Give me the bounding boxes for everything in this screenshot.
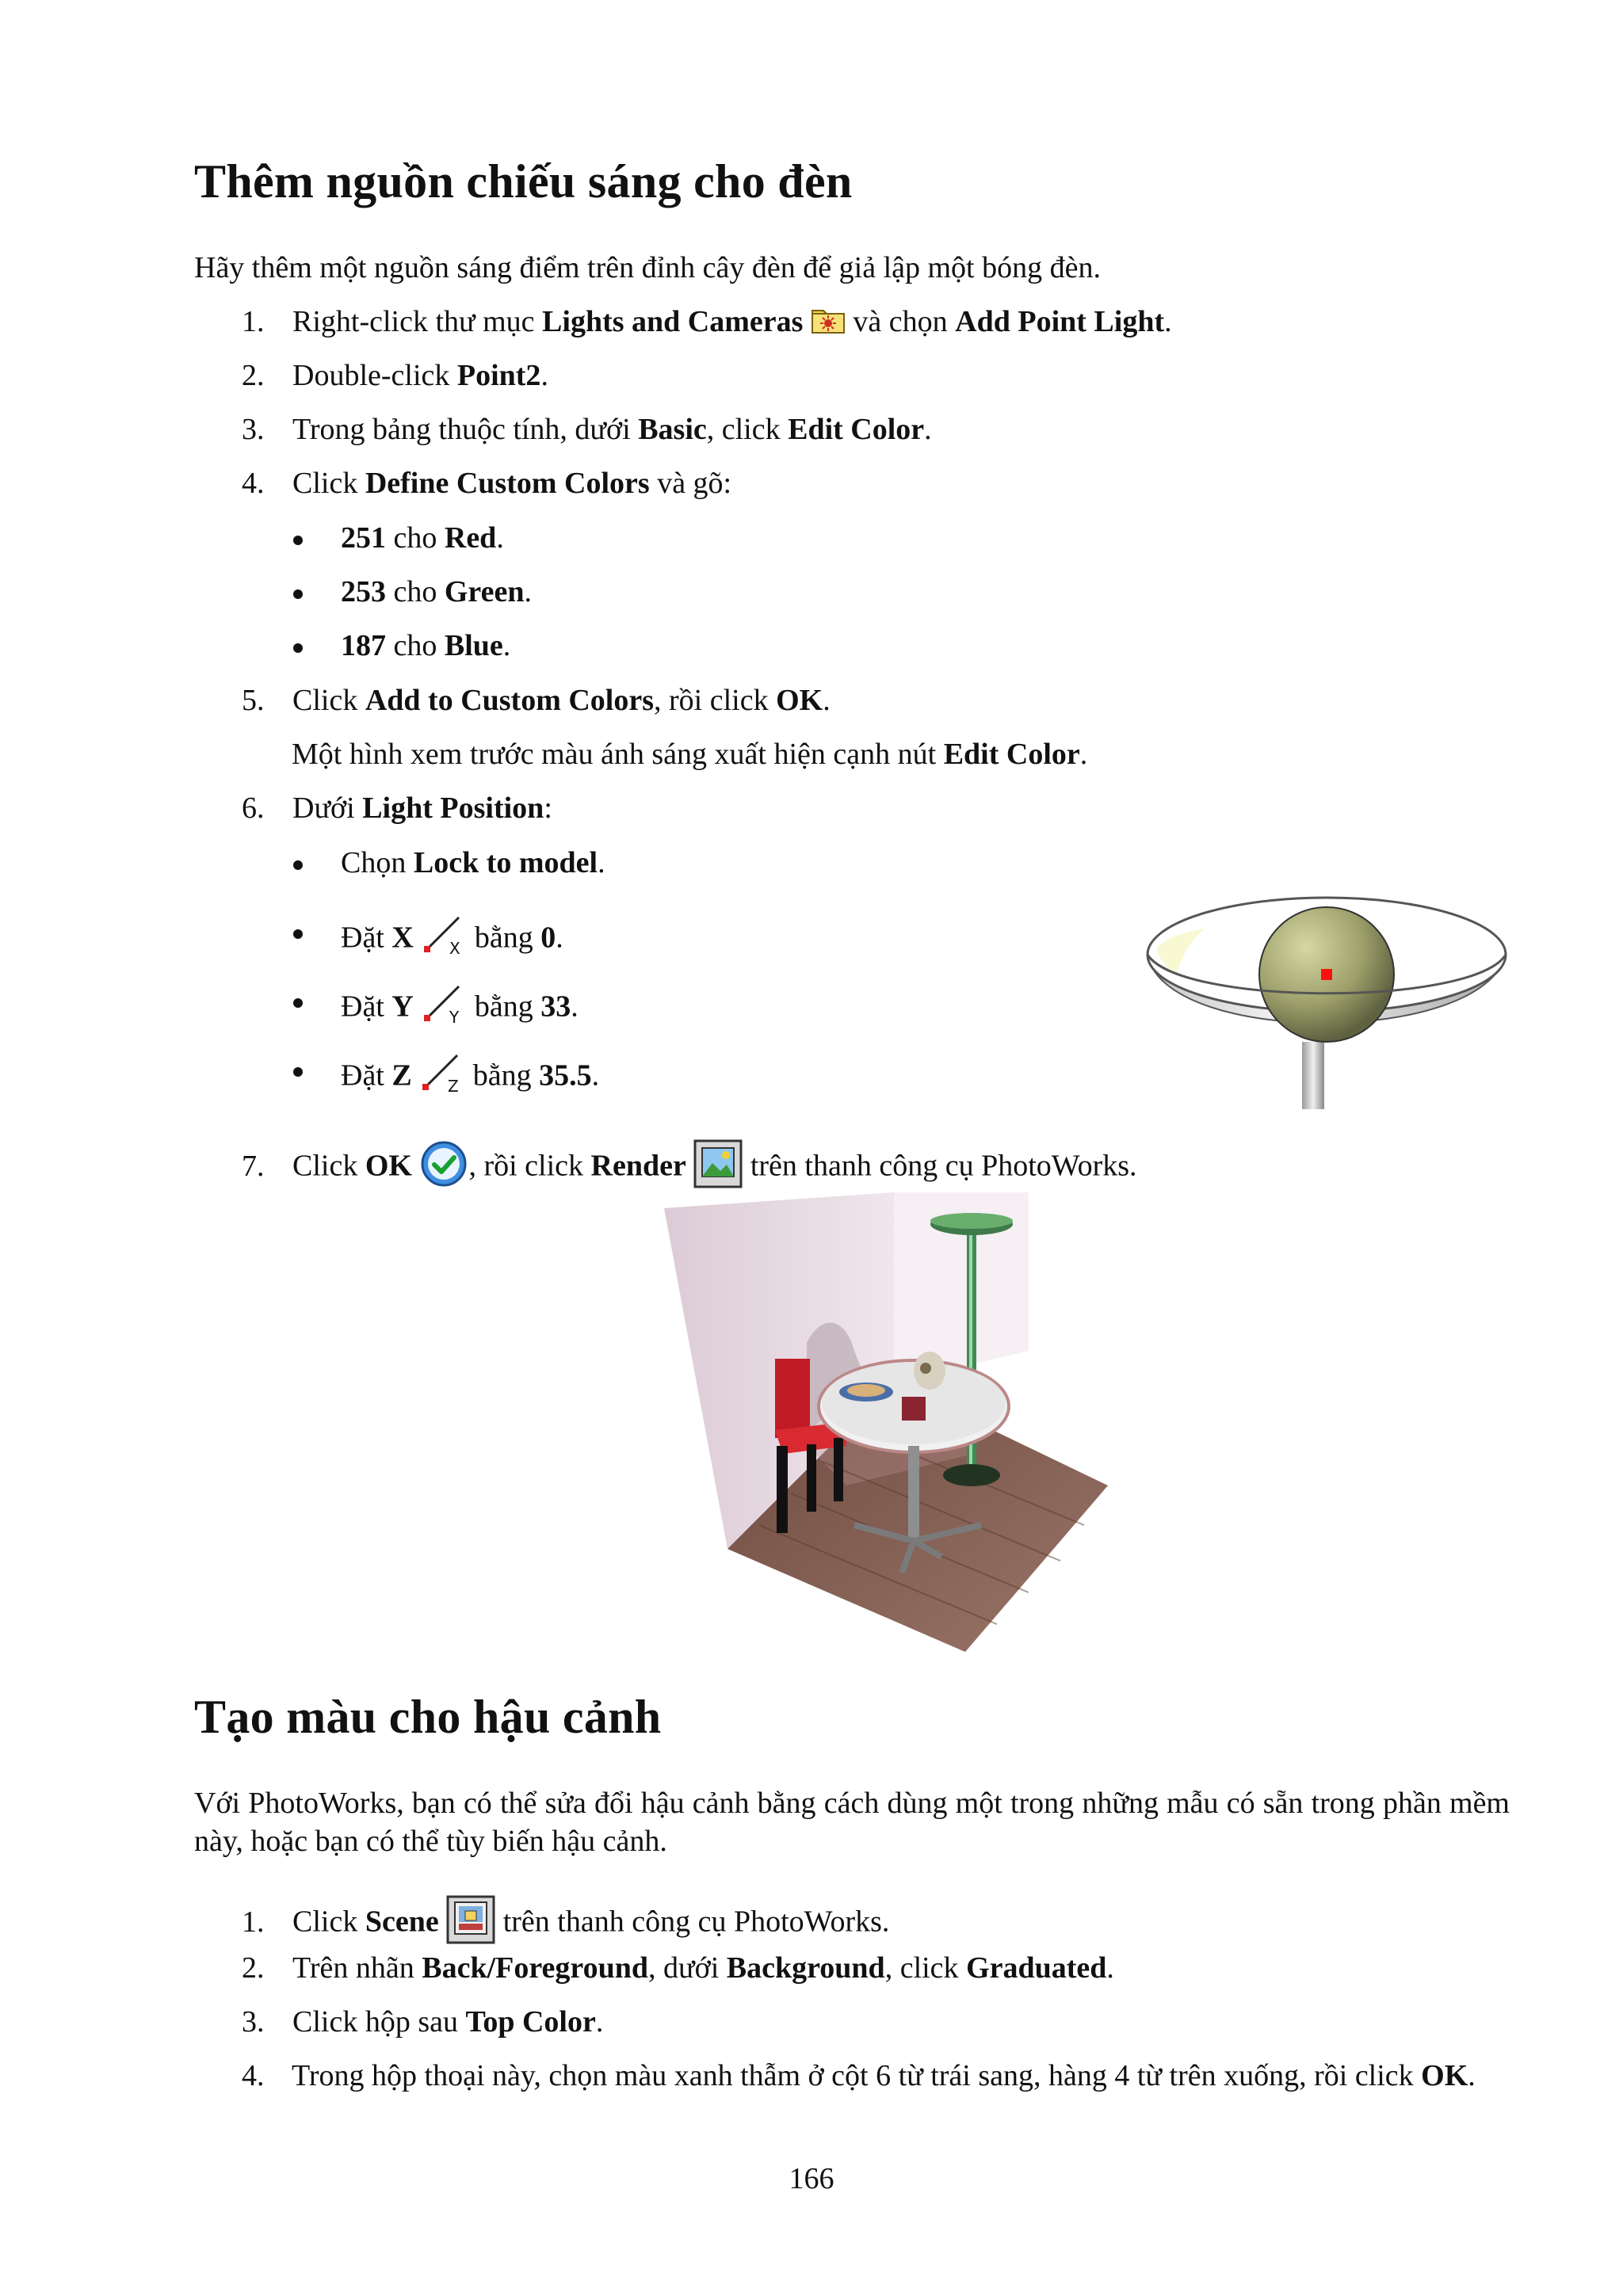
bullet-x-position: Đặt X X bằng 0. (341, 913, 563, 968)
svg-text:Y: Y (449, 1008, 460, 1027)
list-item-step-5: 5. Click Add to Custom Colors, rồi click OK. (242, 684, 831, 717)
list-item-step-7: 7. Click OK , rồi click Render trên thanh công cụ PhotoWorks. (242, 1139, 1137, 1198)
bullet-green-value: 253 cho Green. (341, 573, 532, 611)
list-item-step-2: 2. Double-click Point2. (242, 359, 548, 392)
list-item-step-6: 6. Dưới Light Position: (242, 791, 552, 825)
list-item-step-3: 3. Trong bảng thuộc tính, dưới Basic, click Edit Color. (242, 413, 932, 446)
list-item-scene-step-4: Trong hộp thoại này, chọn màu xanh thẫm ở cột 6 từ trái sang, hàng 4 từ trên xuống, rồi click OK. (292, 2059, 1476, 2092)
list-item-step-4: 4. Click Define Custom Colors và gõ: (242, 467, 732, 500)
list-item-scene-step-3: 3. Click hộp sau Top Color. (242, 2005, 604, 2039)
rendered-room-scene-image (664, 1192, 1124, 1656)
ok-check-icon (419, 1139, 468, 1198)
lamp-light-preview-image (1141, 887, 1514, 1113)
scene-icon (446, 1895, 495, 1954)
x-axis-icon (421, 913, 467, 968)
bullet-blue-value: 187 cho Blue. (341, 627, 510, 665)
svg-text:Z: Z (448, 1077, 459, 1096)
step-5-note: Một hình xem trước màu ánh sáng xuất hiện cạnh nút Edit Color. (292, 738, 1088, 771)
section-intro: Hãy thêm một nguồn sáng điểm trên đỉnh cây đèn để giả lập một bóng đèn. (194, 251, 1101, 284)
section2-intro: Với PhotoWorks, bạn có thể sửa đổi hậu cảnh bằng cách dùng một trong những mẫu có sẵn trong phần mềm này, hoặc bạn có thể tùy biến hậu cảnh. (194, 1787, 1510, 1858)
page-number: 166 (789, 2162, 834, 2195)
y-axis-icon (421, 982, 467, 1037)
list-item-scene-step-4-number: 4. (242, 2059, 265, 2092)
list-item-scene-step-1: 1. Click Scene trên thanh công cụ PhotoWorks. (242, 1895, 889, 1954)
bullet-red-value: 251 cho Red. (341, 519, 504, 557)
bullet-lock-to-model: Chọn Lock to model. (341, 844, 605, 882)
bullet-z-position: Đặt Z Z bằng 35.5. (341, 1051, 599, 1106)
bullet-y-position: Đặt Y Y bằng 33. (341, 982, 579, 1037)
section-heading-background: Tạo màu cho hậu cảnh (194, 1691, 662, 1743)
lights-cameras-folder-icon (811, 304, 846, 344)
svg-text:X: X (449, 939, 461, 958)
render-icon (693, 1139, 743, 1198)
list-item-scene-step-2: 2. Trên nhãn Back/Foreground, dưới Background, click Graduated. (242, 1951, 1114, 1985)
z-axis-icon (419, 1051, 465, 1106)
list-item-step-1: 1. Right-click thư mục Lights and Cameras và chọn Add Point Light. (242, 303, 1172, 344)
section-heading-point-light: Thêm nguồn chiếu sáng cho đèn (194, 155, 853, 208)
